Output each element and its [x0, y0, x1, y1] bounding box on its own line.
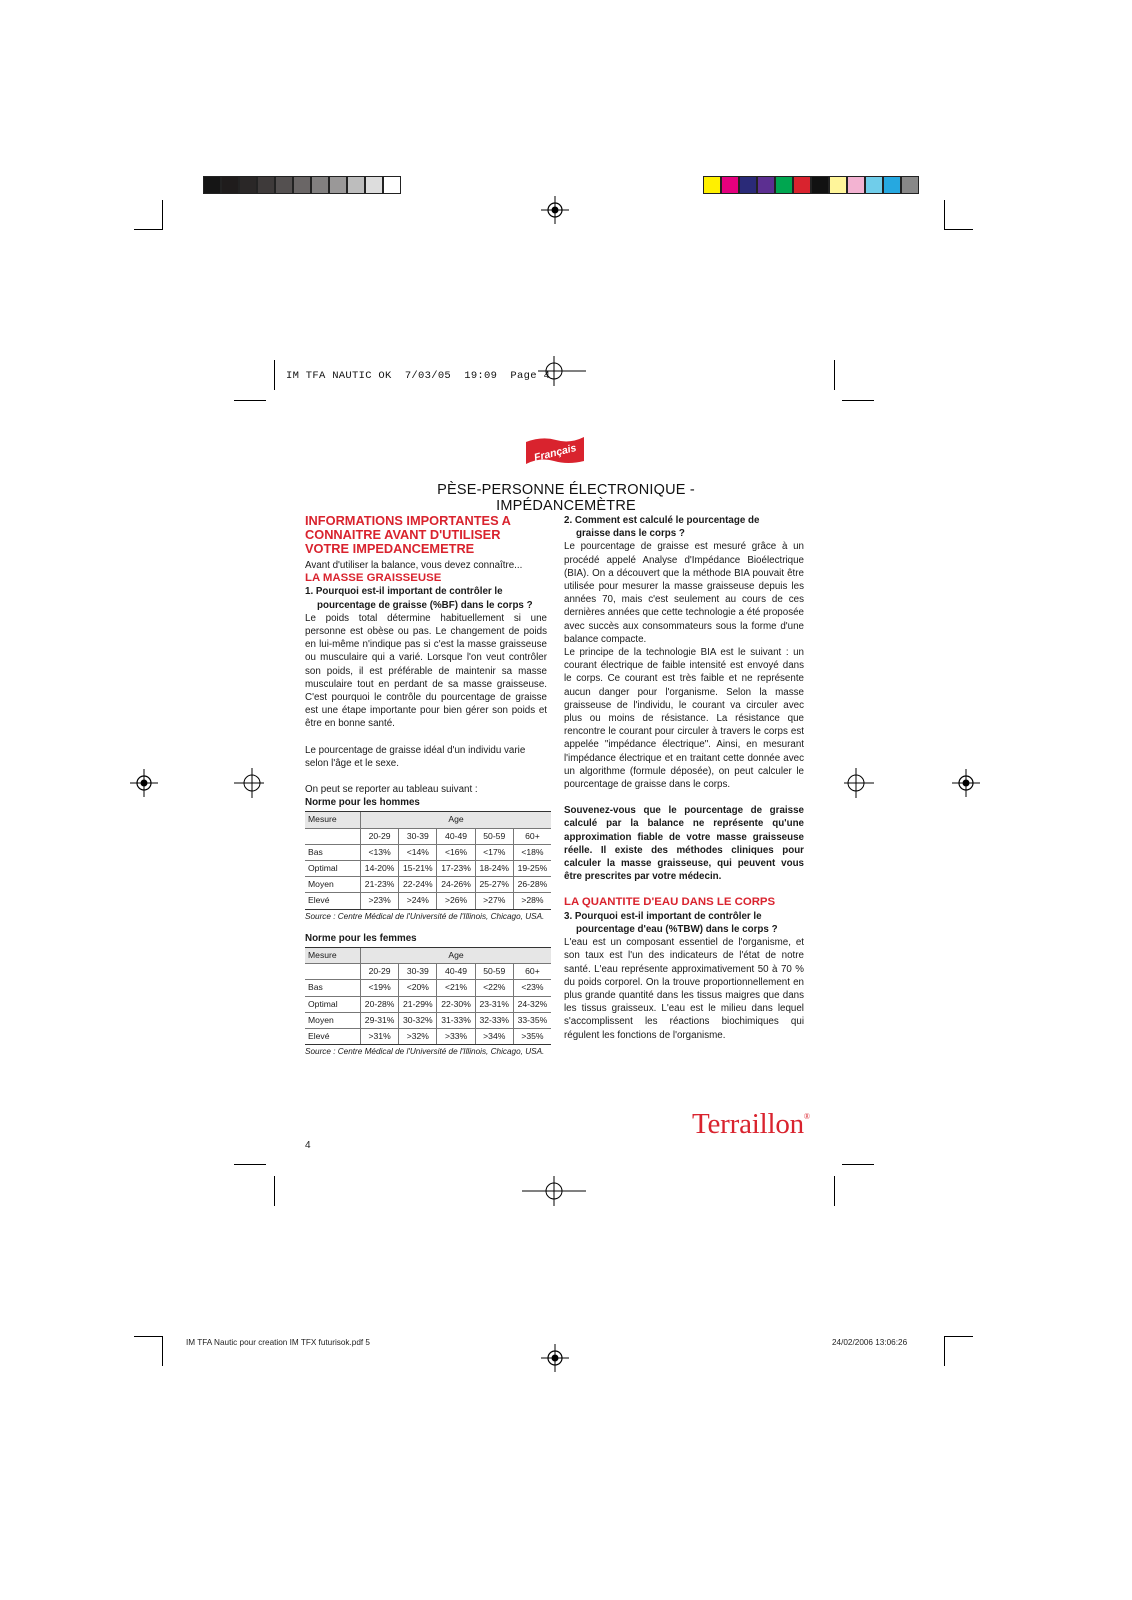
gray-swatch [329, 176, 347, 194]
table-age-header: 20-29 [361, 828, 399, 844]
table-cell: 31-33% [437, 1012, 475, 1028]
footer-filename: IM TFA Nautic pour creation IM TFX futurisok.pdf 5 [186, 1338, 370, 1347]
table-row [305, 861, 551, 877]
table-row-label: Optimal [305, 996, 361, 1012]
table-row-label: Bas [305, 844, 361, 860]
color-swatch [829, 176, 847, 194]
table-cell: 32-33% [475, 1012, 513, 1028]
intro-text: Avant d'utiliser la balance, vous devez connaître... [305, 560, 523, 571]
question-1-line1: 1. Pourquoi est-il important de contrôler le [305, 586, 503, 598]
paragraph: Le pourcentage de graisse est mesuré grâce à un procédé appelé Analyse d'Impédance Bioélectrique (BIA). On a découvert que la méthode BIA pouvait être utilisée pour mesurer la masse graisseuse depuis les années 70, mais c'est seulement au cours de ces dernières années que cette technologie a été proposée avec succès aux consommateurs sous la forme d'une balance compacte. [564, 541, 804, 645]
left-column [305, 514, 547, 1059]
table-age-header: 20-29 [361, 964, 399, 980]
table-cell: >24% [399, 893, 437, 909]
registration-target-icon [130, 769, 158, 797]
table-cell: 22-30% [437, 996, 475, 1012]
color-swatch [757, 176, 775, 194]
crosshair-icon [522, 1176, 586, 1206]
table-cell: >23% [361, 893, 399, 909]
table-cell: <21% [437, 980, 475, 996]
language-badge [524, 434, 586, 468]
page-title: PÈSE-PERSONNE ÉLECTRONIQUE - IMPÉDANCEMÈTRE [437, 482, 695, 514]
color-swatch [793, 176, 811, 194]
table-header-measure: Mesure [305, 948, 361, 964]
table-cell: <23% [513, 980, 551, 996]
table-header-age: Age [361, 948, 552, 964]
table-row [305, 980, 551, 996]
table-cell: 17-23% [437, 861, 475, 877]
table-cell: 21-23% [361, 877, 399, 893]
gray-swatch [203, 176, 221, 194]
gray-swatch [383, 176, 401, 194]
table-row [305, 877, 551, 893]
color-swatch [739, 176, 757, 194]
table-cell: <19% [361, 980, 399, 996]
table-row-label: Moyen [305, 1012, 361, 1028]
table-row [305, 1012, 551, 1028]
section-heading: INFORMATIONS IMPORTANTES A CONNAITRE AVANT D'UTILISER VOTRE IMPEDANCEMETRE [305, 513, 511, 556]
registration-target-icon [952, 769, 980, 797]
table-cell: <22% [475, 980, 513, 996]
table-row-label: Optimal [305, 861, 361, 877]
table-cell: 23-31% [475, 996, 513, 1012]
question-3 [564, 910, 804, 936]
table-cell: >32% [399, 1029, 437, 1045]
gray-swatch [347, 176, 365, 194]
table-cell: <17% [475, 844, 513, 860]
right-column [564, 514, 804, 1042]
color-swatch [883, 176, 901, 194]
color-swatch [847, 176, 865, 194]
table-cell: 21-29% [399, 996, 437, 1012]
table-cell: >28% [513, 893, 551, 909]
page-number: 4 [305, 1140, 311, 1151]
table-row-label: Elevé [305, 1029, 361, 1045]
gray-swatch [275, 176, 293, 194]
table-header-measure: Mesure [305, 812, 361, 828]
table-age-header: 40-49 [437, 964, 475, 980]
table-row-label: Bas [305, 980, 361, 996]
table-cell: >34% [475, 1029, 513, 1045]
color-swatch [865, 176, 883, 194]
table-row [305, 996, 551, 1012]
color-swatch [721, 176, 739, 194]
table-cell: 24-26% [437, 877, 475, 893]
paragraph: On peut se reporter au tableau suivant : [305, 784, 478, 796]
table-cell: 24-32% [513, 996, 551, 1012]
registration-target-icon [541, 1344, 569, 1372]
table-source: Source : Centre Médical de l'Université de l'Illinois, Chicago, USA. [305, 1047, 545, 1057]
paragraph: Le pourcentage de graisse idéal d'un individu varie selon l'âge et le sexe. [305, 744, 526, 769]
table-row [305, 893, 551, 909]
table-cell: 14-20% [361, 861, 399, 877]
slug-line: IM TFA NAUTIC OK 7/03/05 19:09 Page 4 [286, 370, 551, 382]
gray-swatch [257, 176, 275, 194]
table-cell: 15-21% [399, 861, 437, 877]
gray-swatch [311, 176, 329, 194]
table-age-header: 60+ [513, 964, 551, 980]
table-cell: >35% [513, 1029, 551, 1045]
registered-mark: ® [803, 1112, 810, 1121]
gray-swatch [293, 176, 311, 194]
norm-table-women [305, 947, 551, 1045]
table-age-header: 60+ [513, 828, 551, 844]
table-cell: <16% [437, 844, 475, 860]
table-cell: <18% [513, 844, 551, 860]
table-cell: 19-25% [513, 861, 551, 877]
question-3-line2: pourcentage d'eau (%TBW) dans le corps ? [576, 923, 778, 935]
question-1-line2: pourcentage de graisse (%BF) dans le corps ? [317, 599, 533, 611]
table-cell: <20% [399, 980, 437, 996]
table-cell: 29-31% [361, 1012, 399, 1028]
table-age-header: 50-59 [475, 828, 513, 844]
brand-name: Terraillon [692, 1108, 804, 1140]
paragraph: Le principe de la technologie BIA est le suivant : un courant électrique de faible intensité est envoyé dans le corps. Ce courant est très faible et ne représente aucun danger pour l'organisme. Selon la masse graisseuse de l'individu, le courant va circuler avec plus ou moins de résistance. La résistance que rencontre le courant pour circuler à travers le corps est appelée "impédance électrique". Ainsi, en mesurant l'impédance électrique et en traitant cette donnée avec un algorithme (formule déposée), on peut calculer le pourcentage de graisse dans le corps. [564, 647, 804, 791]
footer-timestamp: 24/02/2006 13:06:26 [832, 1338, 908, 1347]
color-swatch [811, 176, 829, 194]
language-badge-text: Français [532, 441, 578, 465]
table-cell: >27% [475, 893, 513, 909]
color-bar [703, 176, 919, 194]
color-swatch [775, 176, 793, 194]
question-3-line1: 3. Pourquoi est-il important de contrôler le [564, 910, 762, 922]
table-cell: 33-35% [513, 1012, 551, 1028]
question-2 [564, 514, 804, 540]
table-cell: 22-24% [399, 877, 437, 893]
table-header-age: Age [361, 812, 552, 828]
warning-text: Souvenez-vous que le pourcentage de graisse calculé par la balance ne représente qu'une approximation fiable de votre masse graisseuse réelle. Il existe des méthodes cliniques pour calculer la masse graisseuse, qui peuvent vous être prescrites par votre médecin. [564, 805, 804, 883]
table-row [305, 1029, 551, 1045]
gray-swatch [239, 176, 257, 194]
table-cell: >31% [361, 1029, 399, 1045]
table-age-header: 40-49 [437, 828, 475, 844]
table-title-men: Norme pour les hommes [305, 797, 420, 809]
table-cell [305, 828, 361, 844]
table-age-header: 50-59 [475, 964, 513, 980]
question-2-line2: graisse dans le corps ? [576, 528, 685, 540]
norm-table-men [305, 811, 551, 909]
table-cell: 20-28% [361, 996, 399, 1012]
table-row [305, 844, 551, 860]
table-cell: >33% [437, 1029, 475, 1045]
table-cell: 30-32% [399, 1012, 437, 1028]
registration-target-icon [541, 196, 569, 224]
table-title-women: Norme pour les femmes [305, 932, 417, 944]
crosshair-icon [234, 768, 264, 798]
subsection-heading: LA MASSE GRAISSEUSE [305, 572, 442, 585]
table-cell: 26-28% [513, 877, 551, 893]
grayscale-bar [203, 176, 401, 194]
paragraph: L'eau est un composant essentiel de l'organisme, et son taux est l'un des indicateurs de l'état de notre santé. L'eau représente approximativement 50 à 70 % du poids corporel. On la trouve proportionnellement en plus grande quantité dans les tissus maigres que dans les tissus graisseux. L'eau est le milieu dans lequel s'accomplissent les réactions biochimiques qui régulent les fonctions de l'organisme. [564, 937, 804, 1041]
table-cell: 25-27% [475, 877, 513, 893]
table-cell: <14% [399, 844, 437, 860]
question-1 [305, 585, 547, 611]
gray-swatch [365, 176, 383, 194]
table-row-label: Elevé [305, 893, 361, 909]
table-cell [305, 964, 361, 980]
color-swatch [901, 176, 919, 194]
table-row-label: Moyen [305, 877, 361, 893]
brand-logo [692, 1108, 810, 1141]
gray-swatch [221, 176, 239, 194]
table-source: Source : Centre Médical de l'Université de l'Illinois, Chicago, USA. [305, 911, 545, 921]
table-cell: >26% [437, 893, 475, 909]
paragraph: Le poids total détermine habituellement si une personne est obèse ou pas. Le changement de poids en lui-même n'indique pas si c'est la masse graisseuse ou musculaire qui a varié. Lorsque l'on veut contrôler son poids, il est préférable de maintenir sa masse musculaire tout en perdant de sa masse graisseuse. C'est pourquoi le contrôle du pourcentage de graisse est une étape importante pour bien gérer son poids et être en bonne santé. [305, 612, 547, 730]
table-cell: 18-24% [475, 861, 513, 877]
subsection-heading: LA QUANTITE D'EAU DANS LE CORPS [564, 896, 776, 909]
crosshair-icon [844, 768, 874, 798]
table-age-header: 30-39 [399, 828, 437, 844]
question-2-line1: 2. Comment est calculé le pourcentage de [564, 515, 760, 526]
color-swatch [703, 176, 721, 194]
table-cell: <13% [361, 844, 399, 860]
table-age-header: 30-39 [399, 964, 437, 980]
